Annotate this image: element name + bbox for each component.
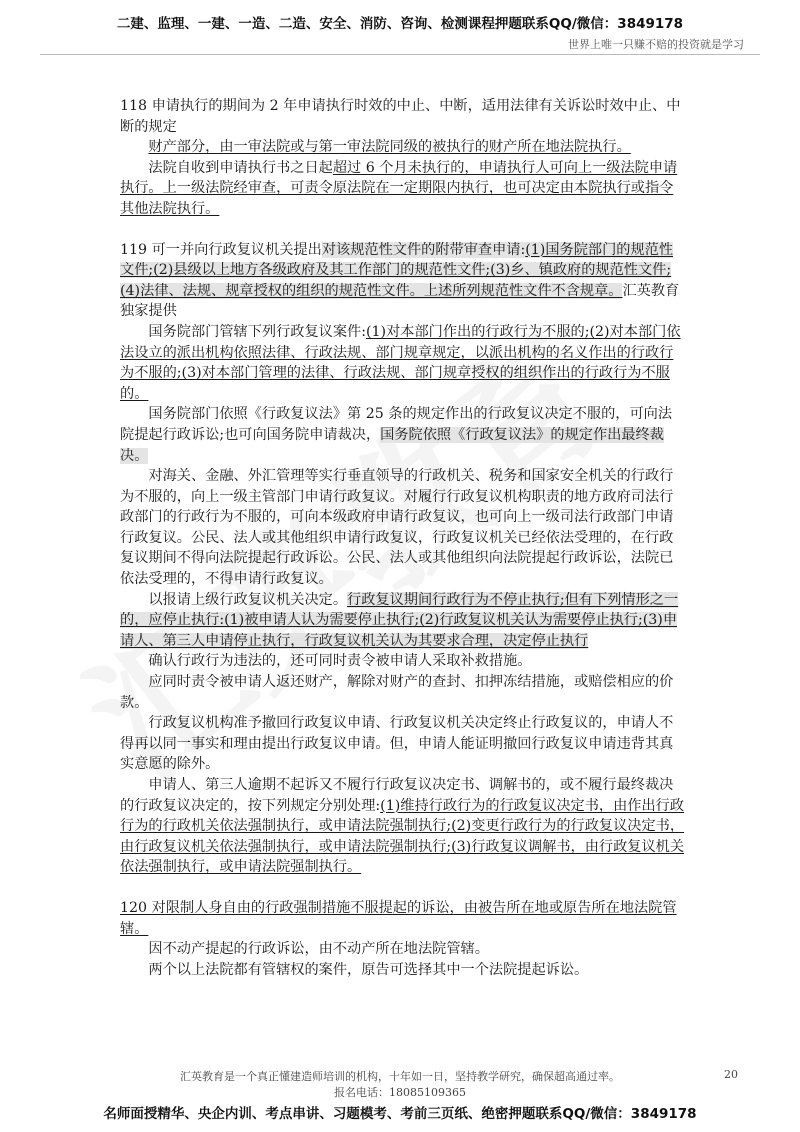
- footer-phone: 报名电话：18085109365: [334, 1086, 466, 1099]
- text-run: 对该规范性文件的附带审查申请:: [321, 241, 526, 258]
- text-run: 两个以上法院都有管辖权的案件，原告可选择其中一个法院提起诉讼。: [148, 961, 589, 978]
- question-heading: [120, 240, 685, 322]
- question-heading: 118 申请执行的期间为 2 年申请执行时效的中止、中断，适用法律有关诉讼时效中止、中断的规定: [120, 98, 681, 135]
- page-number: 20: [724, 1068, 738, 1081]
- text-run: (1)维持行政行为的行政复议决定书，由作出行政行为的行政机关依法强制执行，或申请法院强制执行;(2)变更行政行为的行政复议决定书，由行政复议机关依法强制执行，或申请法院强制执行;(3)行政复议调解书，由行政复议机关依法强制执行，或申请法院强制执行。: [120, 797, 685, 876]
- text-run: 财产部分，由一审法院或与第一审法院同级的被执行的财产所在地法院执行。: [148, 139, 631, 156]
- answer-paragraph: [120, 322, 685, 404]
- text-run: 对海关、金融、外汇管理等实行垂直领导的行政机关、税务和国家安全机关的行政行为不服的，向上一级主管部门申请行政复议。对履行行政复议机构职责的地方政府司法行政部门的行政行为不服的，可向本级政府申请行政复议，也可向上一级司法行政部门申请行政复议。公民、法人或其他组织申请行政复议，行政复议机关已经依法受理的，在行政复议期间不得向法院提起行政诉讼。公民、法人或其他组织向法院提起行政诉讼，法院已依法受理的，不得申请行政复议。: [120, 468, 674, 588]
- answer-paragraph: [120, 466, 685, 590]
- header-banner: 二建、监理、一建、一造、二造、安全、消防、咨询、检测课程押题联系QQ/微信：3849178: [116, 16, 684, 32]
- answer-paragraph: [120, 775, 685, 878]
- text-run: 国务院部门管辖下列行政复议案件:: [148, 323, 366, 340]
- answer-paragraph: [120, 651, 685, 672]
- question-section: [120, 240, 685, 878]
- answer-paragraph: [120, 590, 685, 652]
- footer-slogan: 汇英教育是一个真正懂建造师培训的机构，十年如一日，坚持教学研究，确保超高通过率。: [180, 1070, 620, 1083]
- text-run: 国务院部门依照《行政复议法》第 25 条的规定作出的行政复议决定不服的，可向法院提起行政诉讼;也可向国务院申请裁决，: [120, 406, 673, 443]
- answer-paragraph: [120, 939, 685, 960]
- text-run: 119 可一并向行政复议机关提出: [120, 241, 322, 258]
- text-run: 行政复议机构准予撤回行政复议申请、行政复议机关决定终止行政复议的，申请人不得再以同一事实和理由提出行政复议申请。但，申请人能证明撤回行政复议申请违背其真实意愿的除外。: [120, 715, 674, 773]
- footer-banner: 名师面授精华、央企内训、考点串讲、习题模考、考前三页纸、绝密押题联系QQ/微信：3849178: [103, 1106, 697, 1122]
- answer-paragraph: [120, 137, 685, 158]
- answer-paragraph: [120, 404, 685, 466]
- text-run: (1)对本部门作出的行政行为不服的;(2)对本部门依法设立的派出机构依照法律、行政法规、部门规章规定，以派出机构的名义作出的行政行为不服的;(3)对本部门管理的法律、行政法规、部门规章授权的组织作出的行政行为不服的。: [120, 323, 681, 402]
- text-run: 申请人、第三人逾期不起诉又不履行行政复议决定书、调解书的，或不履行最终裁决的行政复议决定的，按下列规定分别处理:: [120, 777, 674, 814]
- header-motto: 世界上唯一只赚不赔的投资就是学习: [568, 38, 744, 51]
- text-run: 汇英教育独家提供: [120, 282, 680, 320]
- text-run: 确认行政行为违法的，还可同时责令被申请人采取补救措施。: [148, 653, 532, 670]
- document-body: [120, 96, 685, 1000]
- question-section: [120, 898, 685, 980]
- answer-paragraph: [120, 672, 685, 713]
- text-run: 行政复议期间行政行为不停止执行;但有下列情形之一的，应停止执行:(1)被申请人认为需要停止执行;(2)行政复议机关认为需要停止执行;(3)申请人、第三人申请停止执行，行政复议机关认为其要求合理，决定停止执行: [120, 591, 679, 649]
- header-divider: [40, 54, 760, 55]
- text-run: 法院自收到申请执行书之日起: [148, 159, 333, 176]
- answer-paragraph: [120, 960, 685, 981]
- question-section: [120, 96, 685, 220]
- answer-paragraph: [120, 158, 685, 220]
- text-run: 120 对限制人身自由的行政强制措施不服提起的诉讼，由被告所在地或原告所在地法院管辖。: [120, 899, 677, 937]
- text-run: 因不动产提起的行政诉讼，由不动产所在地法院管辖。: [148, 941, 489, 958]
- text-run: 国务院依照《行政复议法》的规定作出最终裁决。: [120, 426, 664, 464]
- question-heading: [120, 898, 685, 939]
- text-run: 超过 6 个月未执行的，申请执行人可向上一级法院申请执行。上一级法院经审查，可责令原法院在一定期限内执行，也可决定由本院执行或指令其他法院执行。: [120, 159, 678, 217]
- answer-paragraph: [120, 713, 685, 775]
- text-run: 应同时责令被申请人返还财产，解除对财产的查封、扣押冻结措施，或赔偿相应的价款。: [120, 674, 674, 711]
- text-run: 以报请上级行政复议机关决定。: [148, 591, 348, 608]
- text-run: (1)国务院部门的规范性文件;(2)县级以上地方各级政府及其工作部门的规范性文件;(3)乡、镇政府的规范性文件;(4)法律、法规、规章授权的组织的规范性文件。上述所列规范性文件不含规章。: [120, 241, 674, 299]
